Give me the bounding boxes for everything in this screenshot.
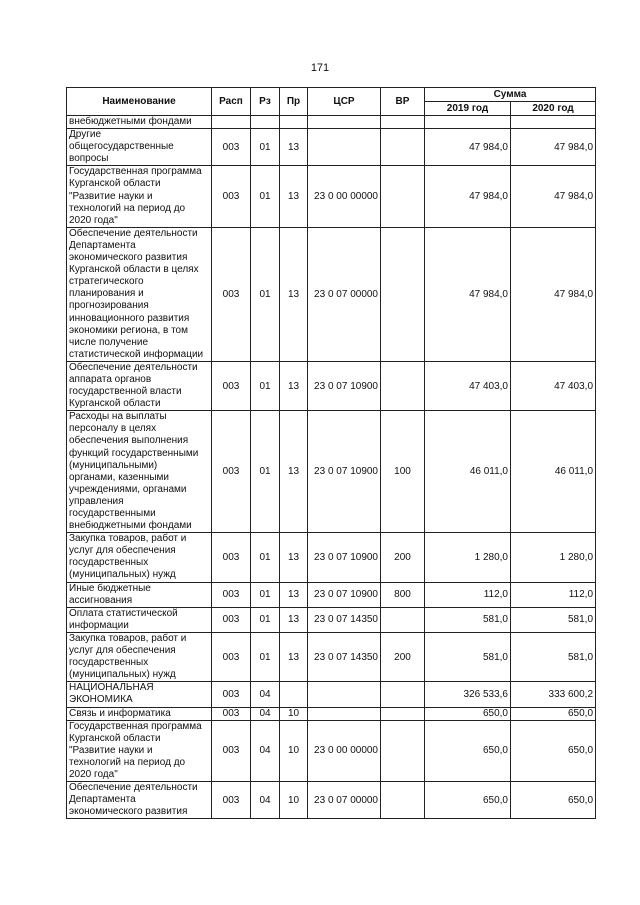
cell-2019: 46 011,0 bbox=[425, 411, 511, 533]
header-rz: Рз bbox=[251, 88, 280, 116]
cell-vr bbox=[381, 720, 425, 781]
cell-csr bbox=[308, 682, 381, 707]
cell-pr: 10 bbox=[280, 782, 308, 819]
cell-vr bbox=[381, 707, 425, 720]
cell-rz: 01 bbox=[251, 632, 280, 681]
cell-2019: 47 403,0 bbox=[425, 361, 511, 410]
header-2019: 2019 год bbox=[425, 102, 511, 116]
cell-vr bbox=[381, 166, 425, 227]
cell-2020: 47 984,0 bbox=[511, 227, 596, 361]
page-number: 171 bbox=[310, 62, 330, 74]
cell-vr bbox=[381, 361, 425, 410]
cell-rz: 01 bbox=[251, 607, 280, 632]
cell-name: Расходы на выплаты персоналу в целях обеспечения выполнения функций государственными (муниципальными) органами, казенными учреждениями, органами управления государственными внебюджетными фондами bbox=[67, 411, 212, 533]
cell-2020: 650,0 bbox=[511, 720, 596, 781]
cell-pr: 13 bbox=[280, 632, 308, 681]
header-summa: Сумма bbox=[425, 88, 596, 102]
cell-csr: 23 0 00 00000 bbox=[308, 166, 381, 227]
cell-name: НАЦИОНАЛЬНАЯ ЭКОНОМИКА bbox=[67, 682, 212, 707]
cell-rasp: 003 bbox=[212, 166, 251, 227]
cell-pr: 13 bbox=[280, 533, 308, 582]
cell-name: Обеспечение деятельности Департамента экономического развития bbox=[67, 782, 212, 819]
cell-rasp: 003 bbox=[212, 227, 251, 361]
cell-rz: 01 bbox=[251, 533, 280, 582]
table-row bbox=[67, 682, 596, 707]
cell-2019: 47 984,0 bbox=[425, 129, 511, 166]
cell-pr: 10 bbox=[280, 720, 308, 781]
cell-csr: 23 0 07 10900 bbox=[308, 582, 381, 607]
cell-pr: 13 bbox=[280, 361, 308, 410]
cell-2020: 650,0 bbox=[511, 782, 596, 819]
cell-rasp: 003 bbox=[212, 682, 251, 707]
budget-table bbox=[66, 87, 596, 819]
table-header bbox=[67, 88, 596, 116]
header-2020: 2020 год bbox=[511, 102, 596, 116]
cell-2019: 650,0 bbox=[425, 707, 511, 720]
cell-2019: 581,0 bbox=[425, 607, 511, 632]
cell-pr: 13 bbox=[280, 129, 308, 166]
cell-2020: 46 011,0 bbox=[511, 411, 596, 533]
cell-csr: 23 0 07 10900 bbox=[308, 361, 381, 410]
cell-rasp: 003 bbox=[212, 720, 251, 781]
table-row bbox=[67, 782, 596, 819]
cell-2019 bbox=[425, 116, 511, 129]
cell-vr: 100 bbox=[381, 411, 425, 533]
cell-rz: 01 bbox=[251, 582, 280, 607]
cell-pr: 10 bbox=[280, 707, 308, 720]
cell-2020: 333 600,2 bbox=[511, 682, 596, 707]
cell-rz: 04 bbox=[251, 682, 280, 707]
cell-rz: 01 bbox=[251, 361, 280, 410]
cell-2020 bbox=[511, 116, 596, 129]
cell-rz: 01 bbox=[251, 129, 280, 166]
cell-rasp: 003 bbox=[212, 129, 251, 166]
table-row bbox=[67, 361, 596, 410]
cell-rasp: 003 bbox=[212, 361, 251, 410]
cell-rasp: 003 bbox=[212, 782, 251, 819]
header-name: Наименование bbox=[67, 88, 212, 116]
table-row bbox=[67, 632, 596, 681]
cell-csr bbox=[308, 116, 381, 129]
cell-vr bbox=[381, 607, 425, 632]
cell-vr bbox=[381, 782, 425, 819]
cell-2020: 47 403,0 bbox=[511, 361, 596, 410]
cell-rz: 04 bbox=[251, 720, 280, 781]
cell-rasp bbox=[212, 116, 251, 129]
header-csr: ЦСР bbox=[308, 88, 381, 116]
cell-pr: 13 bbox=[280, 227, 308, 361]
cell-vr bbox=[381, 682, 425, 707]
cell-pr: 13 bbox=[280, 607, 308, 632]
cell-rz: 01 bbox=[251, 227, 280, 361]
cell-vr: 200 bbox=[381, 632, 425, 681]
cell-vr: 800 bbox=[381, 582, 425, 607]
table-row bbox=[67, 166, 596, 227]
cell-vr bbox=[381, 129, 425, 166]
cell-csr: 23 0 07 10900 bbox=[308, 411, 381, 533]
cell-rasp: 003 bbox=[212, 533, 251, 582]
cell-csr: 23 0 07 00000 bbox=[308, 227, 381, 361]
cell-csr: 23 0 07 14350 bbox=[308, 632, 381, 681]
cell-pr: 13 bbox=[280, 411, 308, 533]
cell-name: Государственная программа Курганской области "Развитие науки и технологий на период до 2020 года" bbox=[67, 720, 212, 781]
cell-pr bbox=[280, 116, 308, 129]
cell-2020: 112,0 bbox=[511, 582, 596, 607]
cell-rz: 04 bbox=[251, 782, 280, 819]
cell-name: Государственная программа Курганской области "Развитие науки и технологий на период до 2020 года" bbox=[67, 166, 212, 227]
cell-rz: 01 bbox=[251, 411, 280, 533]
cell-2019: 112,0 bbox=[425, 582, 511, 607]
cell-2019: 650,0 bbox=[425, 720, 511, 781]
cell-rasp: 003 bbox=[212, 411, 251, 533]
header-rasp: Расп bbox=[212, 88, 251, 116]
cell-rz: 04 bbox=[251, 707, 280, 720]
cell-name: Обеспечение деятельности Департамента экономического развития Курганской области в целях стратегического планирования и прогнозирования инновационного развития экономики региона, в том числе получение статистической информации bbox=[67, 227, 212, 361]
cell-csr bbox=[308, 707, 381, 720]
table-body bbox=[67, 116, 596, 819]
cell-rasp: 003 bbox=[212, 632, 251, 681]
cell-csr: 23 0 07 00000 bbox=[308, 782, 381, 819]
cell-vr bbox=[381, 227, 425, 361]
cell-csr: 23 0 07 14350 bbox=[308, 607, 381, 632]
cell-name: Закупка товаров, работ и услуг для обеспечения государственных (муниципальных) нужд bbox=[67, 632, 212, 681]
cell-vr bbox=[381, 116, 425, 129]
cell-rz: 01 bbox=[251, 166, 280, 227]
cell-2020: 650,0 bbox=[511, 707, 596, 720]
table-row bbox=[67, 707, 596, 720]
cell-csr bbox=[308, 129, 381, 166]
cell-csr: 23 0 07 10900 bbox=[308, 533, 381, 582]
table-row bbox=[67, 607, 596, 632]
cell-name: Обеспечение деятельности аппарата органов государственной власти Курганской области bbox=[67, 361, 212, 410]
cell-2019: 326 533,6 bbox=[425, 682, 511, 707]
table-row bbox=[67, 116, 596, 129]
table-row bbox=[67, 129, 596, 166]
cell-pr: 13 bbox=[280, 582, 308, 607]
cell-2019: 650,0 bbox=[425, 782, 511, 819]
cell-vr: 200 bbox=[381, 533, 425, 582]
cell-name: внебюджетными фондами bbox=[67, 116, 212, 129]
cell-rasp: 003 bbox=[212, 707, 251, 720]
cell-2020: 47 984,0 bbox=[511, 129, 596, 166]
cell-2019: 47 984,0 bbox=[425, 227, 511, 361]
cell-pr bbox=[280, 682, 308, 707]
cell-name: Оплата статистической информации bbox=[67, 607, 212, 632]
table-row bbox=[67, 720, 596, 781]
header-vr: ВР bbox=[381, 88, 425, 116]
cell-2020: 581,0 bbox=[511, 607, 596, 632]
header-pr: Пр bbox=[280, 88, 308, 116]
cell-name: Закупка товаров, работ и услуг для обеспечения государственных (муниципальных) нужд bbox=[67, 533, 212, 582]
cell-csr: 23 0 00 00000 bbox=[308, 720, 381, 781]
cell-name: Связь и информатика bbox=[67, 707, 212, 720]
cell-2020: 47 984,0 bbox=[511, 166, 596, 227]
cell-2020: 1 280,0 bbox=[511, 533, 596, 582]
table-row bbox=[67, 411, 596, 533]
table-row bbox=[67, 582, 596, 607]
cell-pr: 13 bbox=[280, 166, 308, 227]
cell-rasp: 003 bbox=[212, 582, 251, 607]
cell-2019: 581,0 bbox=[425, 632, 511, 681]
cell-rz bbox=[251, 116, 280, 129]
cell-2019: 47 984,0 bbox=[425, 166, 511, 227]
table-row bbox=[67, 227, 596, 361]
cell-2020: 581,0 bbox=[511, 632, 596, 681]
cell-name: Другие общегосударственные вопросы bbox=[67, 129, 212, 166]
cell-rasp: 003 bbox=[212, 607, 251, 632]
cell-2019: 1 280,0 bbox=[425, 533, 511, 582]
table-row bbox=[67, 533, 596, 582]
cell-name: Иные бюджетные ассигнования bbox=[67, 582, 212, 607]
